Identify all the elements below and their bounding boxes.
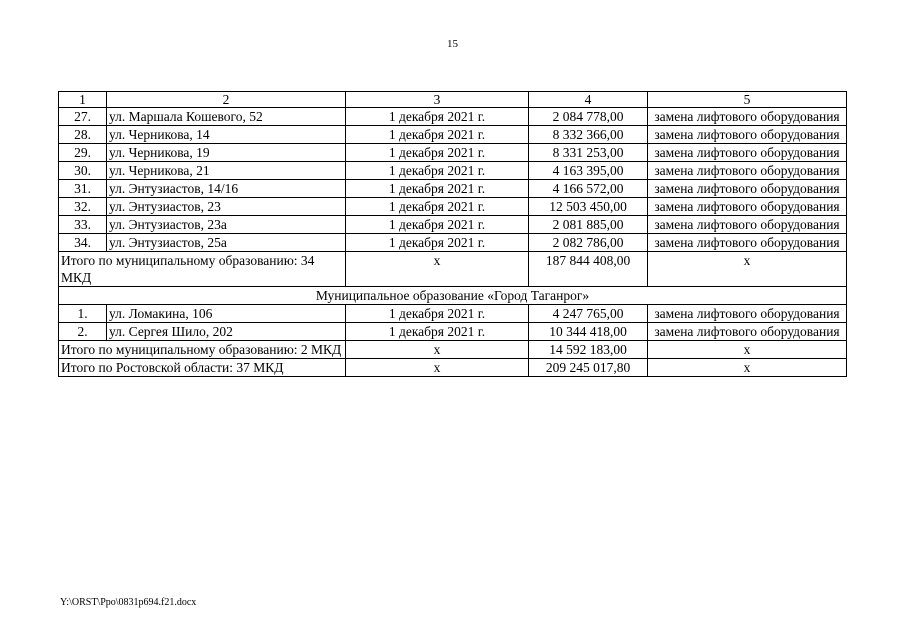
header-col-5: 5: [648, 92, 847, 108]
row-address: ул. Черникова, 21: [107, 162, 346, 180]
total-row-region: [59, 359, 847, 377]
table-header-row: [59, 92, 847, 108]
table-row: [59, 126, 847, 144]
row-address: ул. Черникова, 19: [107, 144, 346, 162]
row-number: 30.: [59, 162, 107, 180]
table-row: [59, 234, 847, 252]
row-amount: 10 344 418,00: [529, 323, 648, 341]
row-work-type: замена лифтового оборудования: [648, 180, 847, 198]
total-work: х: [648, 359, 847, 377]
section-title-row: [59, 287, 847, 305]
row-date: 1 декабря 2021 г.: [346, 162, 529, 180]
row-work-type: замена лифтового оборудования: [648, 198, 847, 216]
row-date: 1 декабря 2021 г.: [346, 126, 529, 144]
header-col-3: 3: [346, 92, 529, 108]
row-work-type: замена лифтового оборудования: [648, 108, 847, 126]
total-amount: 14 592 183,00: [529, 341, 648, 359]
row-amount: 2 081 885,00: [529, 216, 648, 234]
table-row: [59, 198, 847, 216]
total-date: х: [346, 341, 529, 359]
row-number: 29.: [59, 144, 107, 162]
table-row: [59, 108, 847, 126]
section-title: Муниципальное образование «Город Таганрог»: [59, 287, 847, 305]
row-work-type: замена лифтового оборудования: [648, 162, 847, 180]
row-work-type: замена лифтового оборудования: [648, 234, 847, 252]
row-date: 1 декабря 2021 г.: [346, 144, 529, 162]
row-address: ул. Ломакина, 106: [107, 305, 346, 323]
table-row: [59, 144, 847, 162]
row-number: 32.: [59, 198, 107, 216]
total-work: х: [648, 252, 847, 287]
row-number: 31.: [59, 180, 107, 198]
row-amount: 4 163 395,00: [529, 162, 648, 180]
total-row-municipality: [59, 341, 847, 359]
total-date: х: [346, 252, 529, 287]
row-date: 1 декабря 2021 г.: [346, 198, 529, 216]
total-label: Итого по муниципальному образованию: 2 МКД: [59, 341, 346, 359]
row-date: 1 декабря 2021 г.: [346, 216, 529, 234]
row-work-type: замена лифтового оборудования: [648, 126, 847, 144]
row-amount: 8 332 366,00: [529, 126, 648, 144]
header-col-2: 2: [107, 92, 346, 108]
row-work-type: замена лифтового оборудования: [648, 323, 847, 341]
row-amount: 2 082 786,00: [529, 234, 648, 252]
row-address: ул. Сергея Шило, 202: [107, 323, 346, 341]
page-number: 15: [447, 38, 458, 50]
header-col-1: 1: [59, 92, 107, 108]
total-amount: 187 844 408,00: [529, 252, 648, 287]
row-number: 2.: [59, 323, 107, 341]
row-address: ул. Энтузиастов, 23а: [107, 216, 346, 234]
row-address: ул. Энтузиастов, 25а: [107, 234, 346, 252]
header-col-4: 4: [529, 92, 648, 108]
row-date: 1 декабря 2021 г.: [346, 234, 529, 252]
total-row-municipality: [59, 252, 847, 287]
row-date: 1 декабря 2021 г.: [346, 108, 529, 126]
row-number: 34.: [59, 234, 107, 252]
table-row: [59, 216, 847, 234]
row-address: ул. Черникова, 14: [107, 126, 346, 144]
total-label: Итого по Ростовской области: 37 МКД: [59, 359, 346, 377]
row-date: 1 декабря 2021 г.: [346, 305, 529, 323]
table-row: [59, 305, 847, 323]
row-amount: 8 331 253,00: [529, 144, 648, 162]
footer-file-path: Y:\ORST\Ppo\0831p694.f21.docx: [60, 597, 197, 608]
row-amount: 2 084 778,00: [529, 108, 648, 126]
row-address: ул. Энтузиастов, 14/16: [107, 180, 346, 198]
total-amount: 209 245 017,80: [529, 359, 648, 377]
table-row: [59, 180, 847, 198]
total-date: х: [346, 359, 529, 377]
row-number: 27.: [59, 108, 107, 126]
row-amount: 4 247 765,00: [529, 305, 648, 323]
row-number: 1.: [59, 305, 107, 323]
row-address: ул. Маршала Кошевого, 52: [107, 108, 346, 126]
row-number: 28.: [59, 126, 107, 144]
row-number: 33.: [59, 216, 107, 234]
table-row: [59, 162, 847, 180]
row-date: 1 декабря 2021 г.: [346, 180, 529, 198]
row-date: 1 декабря 2021 г.: [346, 323, 529, 341]
address-program-table: [58, 91, 847, 377]
total-work: х: [648, 341, 847, 359]
row-work-type: замена лифтового оборудования: [648, 305, 847, 323]
table-row: [59, 323, 847, 341]
row-amount: 4 166 572,00: [529, 180, 648, 198]
row-work-type: замена лифтового оборудования: [648, 216, 847, 234]
row-address: ул. Энтузиастов, 23: [107, 198, 346, 216]
row-work-type: замена лифтового оборудования: [648, 144, 847, 162]
total-label: Итого по муниципальному образованию: 34 МКД: [59, 252, 346, 287]
row-amount: 12 503 450,00: [529, 198, 648, 216]
